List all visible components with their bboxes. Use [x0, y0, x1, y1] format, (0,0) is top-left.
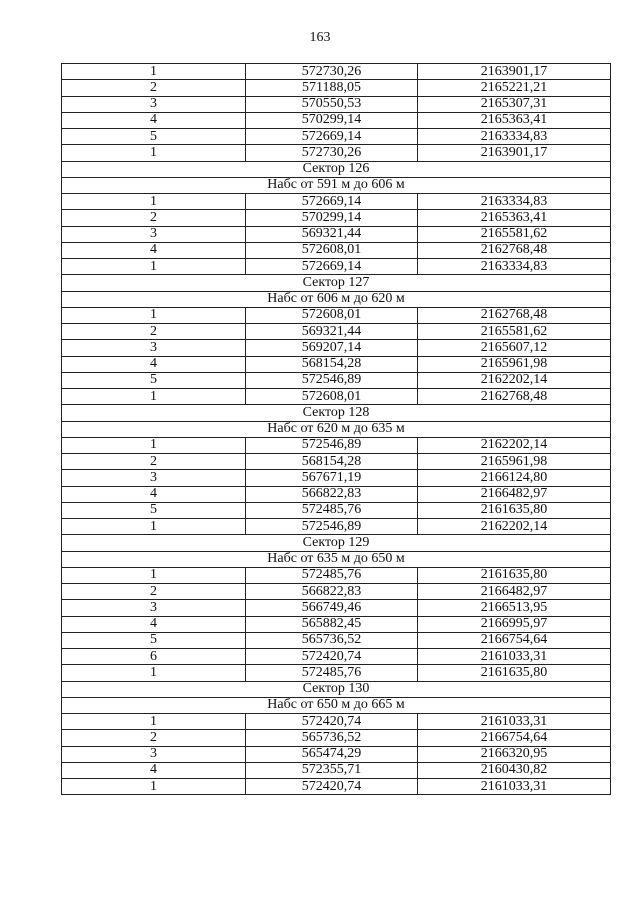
section-header-cell: Набс от 635 м до 650 м	[62, 551, 611, 567]
x-coordinate-cell: 570299,14	[246, 112, 418, 128]
y-coordinate-cell: 2163334,83	[418, 129, 611, 145]
point-number-cell: 4	[62, 356, 246, 372]
table-row	[62, 259, 611, 275]
table-row	[62, 519, 611, 535]
table-row	[62, 194, 611, 210]
x-coordinate-cell: 570299,14	[246, 210, 418, 226]
table-row	[62, 616, 611, 632]
table-row	[62, 242, 611, 258]
table-row	[62, 112, 611, 128]
x-coordinate-cell: 566822,83	[246, 584, 418, 600]
section-header-row	[62, 291, 611, 307]
point-number-cell: 2	[62, 80, 246, 96]
table-row	[62, 437, 611, 453]
point-number-cell: 3	[62, 600, 246, 616]
point-number-cell: 2	[62, 730, 246, 746]
section-header-row	[62, 535, 611, 551]
point-number-cell: 1	[62, 259, 246, 275]
y-coordinate-cell: 2161033,31	[418, 779, 611, 795]
y-coordinate-cell: 2166320,95	[418, 746, 611, 762]
section-header-row	[62, 177, 611, 193]
y-coordinate-cell: 2162768,48	[418, 307, 611, 323]
table-row	[62, 470, 611, 486]
section-header-row	[62, 405, 611, 421]
section-header-row	[62, 681, 611, 697]
table-row	[62, 567, 611, 583]
x-coordinate-cell: 566749,46	[246, 600, 418, 616]
point-number-cell: 2	[62, 210, 246, 226]
y-coordinate-cell: 2162202,14	[418, 519, 611, 535]
table-row	[62, 779, 611, 795]
table-row	[62, 600, 611, 616]
point-number-cell: 1	[62, 567, 246, 583]
section-header-cell: Набс от 650 м до 665 м	[62, 697, 611, 713]
table-row	[62, 356, 611, 372]
y-coordinate-cell: 2161033,31	[418, 714, 611, 730]
table-row	[62, 80, 611, 96]
point-number-cell: 5	[62, 129, 246, 145]
y-coordinate-cell: 2165961,98	[418, 356, 611, 372]
point-number-cell: 4	[62, 762, 246, 778]
table-row	[62, 665, 611, 681]
x-coordinate-cell: 572420,74	[246, 714, 418, 730]
table-row	[62, 730, 611, 746]
x-coordinate-cell: 567671,19	[246, 470, 418, 486]
section-header-cell: Сектор 128	[62, 405, 611, 421]
point-number-cell: 1	[62, 779, 246, 795]
point-number-cell: 3	[62, 96, 246, 112]
point-number-cell: 4	[62, 242, 246, 258]
y-coordinate-cell: 2165581,62	[418, 226, 611, 242]
coordinates-table	[61, 63, 611, 795]
point-number-cell: 1	[62, 714, 246, 730]
table-row	[62, 340, 611, 356]
x-coordinate-cell: 565736,52	[246, 730, 418, 746]
x-coordinate-cell: 572420,74	[246, 649, 418, 665]
y-coordinate-cell: 2161635,80	[418, 567, 611, 583]
x-coordinate-cell: 569207,14	[246, 340, 418, 356]
coordinates-table-body	[62, 64, 611, 795]
point-number-cell: 4	[62, 112, 246, 128]
y-coordinate-cell: 2166513,95	[418, 600, 611, 616]
y-coordinate-cell: 2166124,80	[418, 470, 611, 486]
x-coordinate-cell: 572608,01	[246, 389, 418, 405]
section-header-cell: Сектор 129	[62, 535, 611, 551]
x-coordinate-cell: 572730,26	[246, 64, 418, 80]
point-number-cell: 2	[62, 584, 246, 600]
y-coordinate-cell: 2161635,80	[418, 502, 611, 518]
table-row	[62, 64, 611, 80]
y-coordinate-cell: 2165221,21	[418, 80, 611, 96]
x-coordinate-cell: 572608,01	[246, 242, 418, 258]
section-header-cell: Сектор 127	[62, 275, 611, 291]
y-coordinate-cell: 2165961,98	[418, 454, 611, 470]
point-number-cell: 5	[62, 372, 246, 388]
x-coordinate-cell: 572669,14	[246, 194, 418, 210]
point-number-cell: 3	[62, 226, 246, 242]
y-coordinate-cell: 2165363,41	[418, 210, 611, 226]
y-coordinate-cell: 2163334,83	[418, 194, 611, 210]
point-number-cell: 3	[62, 746, 246, 762]
y-coordinate-cell: 2166482,97	[418, 584, 611, 600]
point-number-cell: 2	[62, 324, 246, 340]
y-coordinate-cell: 2163901,17	[418, 145, 611, 161]
y-coordinate-cell: 2162768,48	[418, 389, 611, 405]
x-coordinate-cell: 572546,89	[246, 519, 418, 535]
section-header-cell: Набс от 606 м до 620 м	[62, 291, 611, 307]
section-header-row	[62, 421, 611, 437]
section-header-row	[62, 161, 611, 177]
x-coordinate-cell: 565736,52	[246, 632, 418, 648]
x-coordinate-cell: 572546,89	[246, 372, 418, 388]
y-coordinate-cell: 2161033,31	[418, 649, 611, 665]
section-header-cell: Набс от 591 м до 606 м	[62, 177, 611, 193]
x-coordinate-cell: 572355,71	[246, 762, 418, 778]
x-coordinate-cell: 566822,83	[246, 486, 418, 502]
table-row	[62, 145, 611, 161]
table-row	[62, 307, 611, 323]
point-number-cell: 1	[62, 145, 246, 161]
page-number: 163	[309, 30, 331, 45]
x-coordinate-cell: 572546,89	[246, 437, 418, 453]
x-coordinate-cell: 568154,28	[246, 356, 418, 372]
section-header-row	[62, 551, 611, 567]
y-coordinate-cell: 2165307,31	[418, 96, 611, 112]
table-row	[62, 226, 611, 242]
section-header-cell: Сектор 130	[62, 681, 611, 697]
x-coordinate-cell: 572730,26	[246, 145, 418, 161]
table-row	[62, 649, 611, 665]
y-coordinate-cell: 2162768,48	[418, 242, 611, 258]
point-number-cell: 1	[62, 519, 246, 535]
section-header-cell: Сектор 126	[62, 161, 611, 177]
y-coordinate-cell: 2166754,64	[418, 632, 611, 648]
point-number-cell: 3	[62, 470, 246, 486]
y-coordinate-cell: 2163901,17	[418, 64, 611, 80]
y-coordinate-cell: 2166482,97	[418, 486, 611, 502]
table-row	[62, 210, 611, 226]
point-number-cell: 5	[62, 632, 246, 648]
x-coordinate-cell: 572485,76	[246, 665, 418, 681]
x-coordinate-cell: 570550,53	[246, 96, 418, 112]
table-row	[62, 324, 611, 340]
point-number-cell: 6	[62, 649, 246, 665]
x-coordinate-cell: 565882,45	[246, 616, 418, 632]
point-number-cell: 3	[62, 340, 246, 356]
x-coordinate-cell: 568154,28	[246, 454, 418, 470]
y-coordinate-cell: 2165607,12	[418, 340, 611, 356]
y-coordinate-cell: 2160430,82	[418, 762, 611, 778]
y-coordinate-cell: 2165581,62	[418, 324, 611, 340]
y-coordinate-cell: 2162202,14	[418, 437, 611, 453]
point-number-cell: 1	[62, 307, 246, 323]
point-number-cell: 1	[62, 389, 246, 405]
y-coordinate-cell: 2163334,83	[418, 259, 611, 275]
point-number-cell: 5	[62, 502, 246, 518]
section-header-row	[62, 275, 611, 291]
y-coordinate-cell: 2162202,14	[418, 372, 611, 388]
table-row	[62, 746, 611, 762]
y-coordinate-cell: 2161635,80	[418, 665, 611, 681]
table-row	[62, 129, 611, 145]
table-row	[62, 632, 611, 648]
x-coordinate-cell: 572485,76	[246, 502, 418, 518]
point-number-cell: 4	[62, 616, 246, 632]
table-row	[62, 584, 611, 600]
y-coordinate-cell: 2166995,97	[418, 616, 611, 632]
point-number-cell: 1	[62, 64, 246, 80]
y-coordinate-cell: 2166754,64	[418, 730, 611, 746]
table-row	[62, 372, 611, 388]
table-row	[62, 486, 611, 502]
section-header-cell: Набс от 620 м до 635 м	[62, 421, 611, 437]
point-number-cell: 4	[62, 486, 246, 502]
x-coordinate-cell: 569321,44	[246, 226, 418, 242]
point-number-cell: 1	[62, 194, 246, 210]
x-coordinate-cell: 565474,29	[246, 746, 418, 762]
table-row	[62, 762, 611, 778]
x-coordinate-cell: 572608,01	[246, 307, 418, 323]
y-coordinate-cell: 2165363,41	[418, 112, 611, 128]
point-number-cell: 2	[62, 454, 246, 470]
point-number-cell: 1	[62, 437, 246, 453]
section-header-row	[62, 697, 611, 713]
point-number-cell: 1	[62, 665, 246, 681]
table-row	[62, 389, 611, 405]
table-row	[62, 96, 611, 112]
x-coordinate-cell: 572485,76	[246, 567, 418, 583]
table-row	[62, 502, 611, 518]
table-row	[62, 714, 611, 730]
x-coordinate-cell: 572669,14	[246, 129, 418, 145]
table-row	[62, 454, 611, 470]
x-coordinate-cell: 569321,44	[246, 324, 418, 340]
x-coordinate-cell: 571188,05	[246, 80, 418, 96]
x-coordinate-cell: 572420,74	[246, 779, 418, 795]
x-coordinate-cell: 572669,14	[246, 259, 418, 275]
